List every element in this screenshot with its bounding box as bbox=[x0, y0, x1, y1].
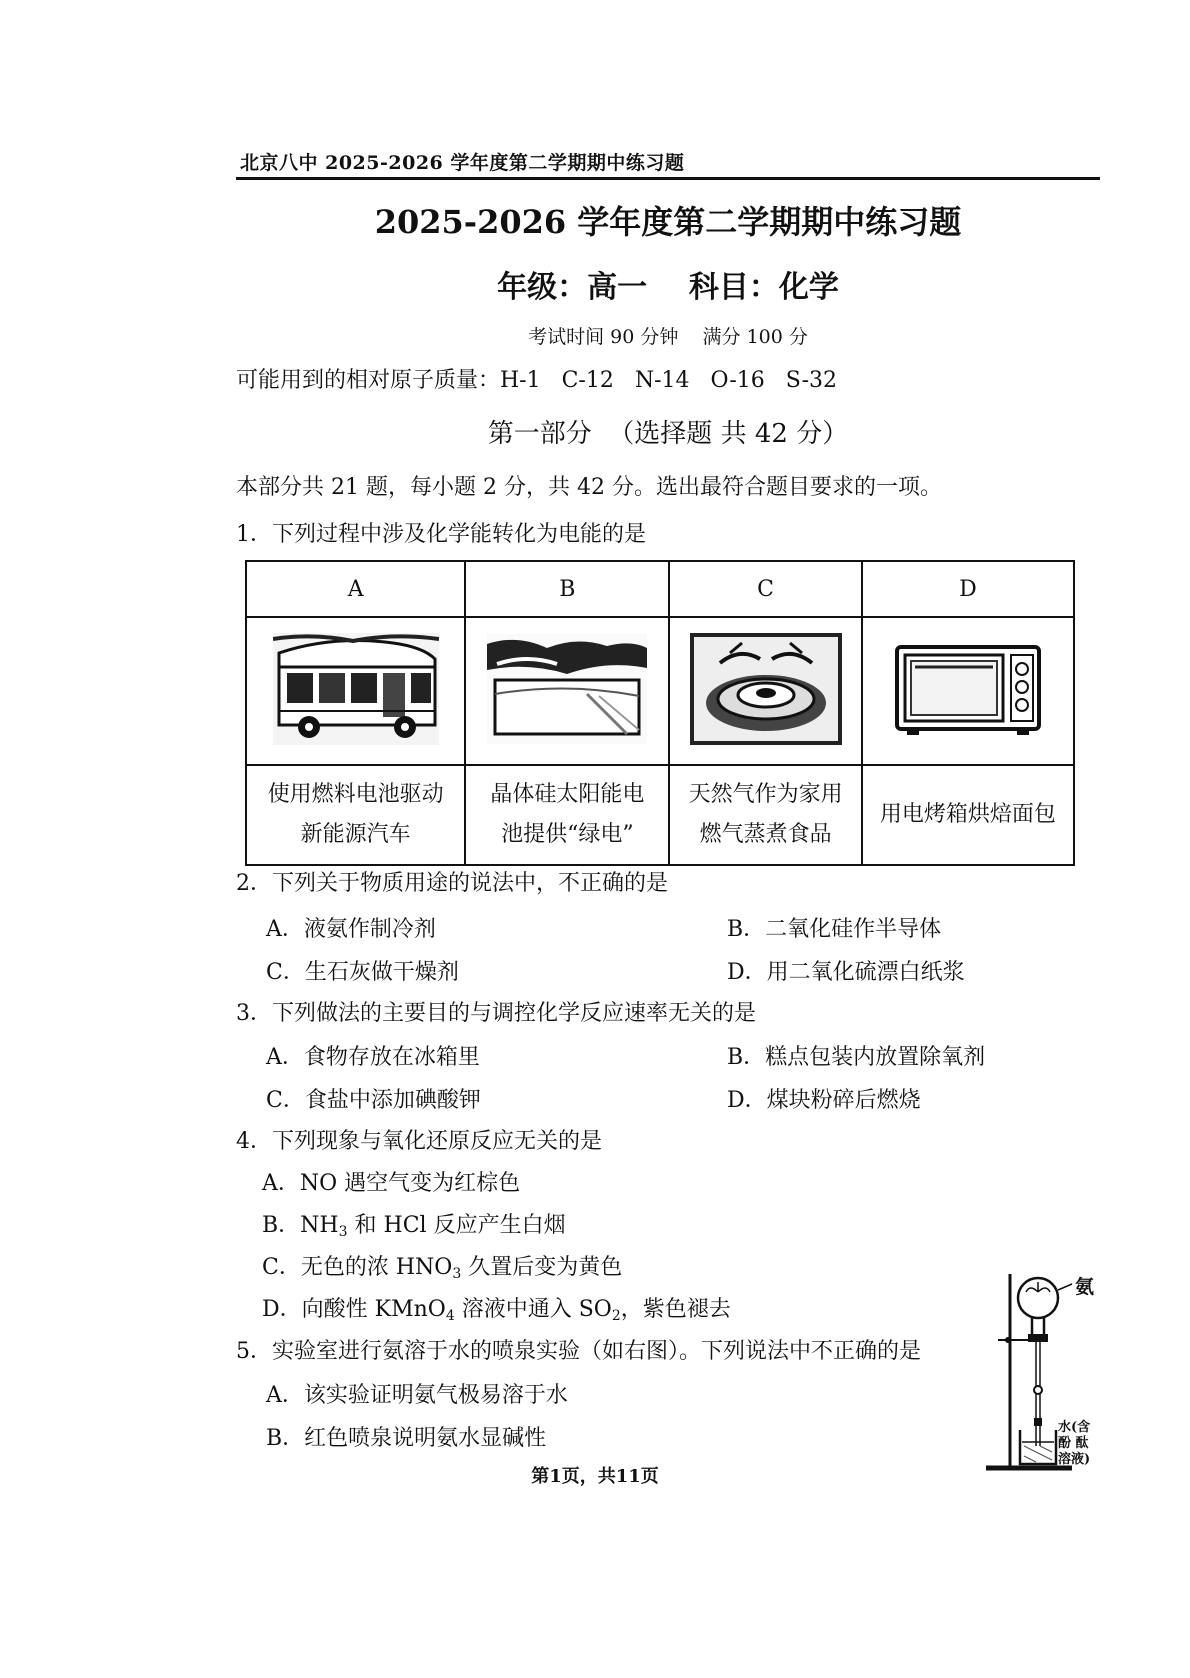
q4-option-c: C．无色的浓 $HNO_3$ 久置后变为黄色 bbox=[262, 1255, 623, 1282]
q1-option-a-letter: A bbox=[246, 561, 465, 617]
bus-icon bbox=[273, 633, 439, 749]
q2-option-d: D．用二氧化硫漂白纸浆 bbox=[727, 960, 965, 985]
figure-label-water: 水(含 酚 酞 溶液) bbox=[1058, 1420, 1091, 1467]
q1-option-a-image bbox=[246, 617, 465, 765]
q2-option-b: B．二氧化硅作半导体 bbox=[727, 917, 942, 942]
q3-option-d: D．煤块粉碎后燃烧 bbox=[727, 1088, 921, 1113]
solar-panel-icon bbox=[487, 634, 647, 748]
q1-option-c-letter: C bbox=[669, 561, 861, 617]
q2-option-a: A．液氨作制冷剂 bbox=[266, 917, 436, 942]
figure-label-ammonia: 氨 bbox=[1075, 1276, 1095, 1298]
section-instructions: 本部分共 21 题，每小题 2 分，共 42 分。选出最符合题目要求的一项。 bbox=[236, 475, 942, 500]
q1-option-d-letter: D bbox=[862, 561, 1074, 617]
grade-subject: 年级：高一 科目：化学 bbox=[497, 270, 839, 305]
q4-stem: 4．下列现象与氧化还原反应无关的是 bbox=[236, 1129, 602, 1154]
q3-option-b: B．糕点包装内放置除氧剂 bbox=[727, 1045, 986, 1070]
header-rule bbox=[236, 177, 1100, 180]
running-head: 北京八中 2025-2026 学年度第二学期期中练习题 bbox=[240, 152, 685, 174]
q5-option-a: A．该实验证明氨气极易溶于水 bbox=[266, 1383, 568, 1408]
q1-option-c-image bbox=[669, 617, 861, 765]
atomic-masses: 可能用到的相对原子质量：H-1 C-12 N-14 O-16 S-32 bbox=[236, 368, 838, 393]
page-title: 2025-2026 学年度第二学期期中练习题 bbox=[374, 203, 962, 241]
q3-stem: 3．下列做法的主要目的与调控化学反应速率无关的是 bbox=[236, 1001, 756, 1026]
q3-option-c: C．食盐中添加碘酸钾 bbox=[266, 1088, 481, 1113]
fountain-apparatus-figure bbox=[980, 1270, 1105, 1475]
q1-stem: 1．下列过程中涉及化学能转化为电能的是 bbox=[236, 522, 646, 547]
q1-option-a-caption: 使用燃料电池驱动 新能源汽车 bbox=[246, 765, 465, 865]
q1-option-c-caption: 天然气作为家用 燃气蒸煮食品 bbox=[669, 765, 861, 865]
q3-option-a: A．食物存放在冰箱里 bbox=[266, 1045, 480, 1070]
q1-option-b-image bbox=[465, 617, 669, 765]
q1-option-b-letter: B bbox=[465, 561, 669, 617]
q5-option-b: B．红色喷泉说明氨水显碱性 bbox=[266, 1426, 547, 1451]
page-number: 第1页，共11页 bbox=[531, 1466, 659, 1487]
q2-option-c: C．生石灰做干燥剂 bbox=[266, 960, 459, 985]
q1-option-d-caption: 用电烤箱烘焙面包 bbox=[862, 765, 1074, 865]
gas-stove-icon bbox=[690, 633, 842, 749]
section-title: 第一部分 （选择题 共 42 分） bbox=[487, 419, 849, 449]
q1-option-b-caption: 晶体硅太阳能电 池提供“绿电” bbox=[465, 765, 669, 865]
q4-option-b: B．$NH_3$ 和 HCl 反应产生白烟 bbox=[262, 1213, 566, 1240]
q1-option-d-image bbox=[862, 617, 1074, 765]
q4-option-d: D．向酸性 KMnO$_4$ 溶液中通入 $SO_2$，紫色褪去 bbox=[262, 1297, 731, 1324]
exam-info: 考试时间 90 分钟 满分 100 分 bbox=[528, 326, 808, 348]
oven-icon bbox=[893, 641, 1043, 741]
q1-options-table bbox=[245, 560, 1075, 866]
q5-stem: 5．实验室进行氨溶于水的喷泉实验（如右图）。下列说法中不正确的是 bbox=[236, 1339, 921, 1364]
q4-option-a: A．NO 遇空气变为红棕色 bbox=[262, 1171, 521, 1196]
q2-stem: 2．下列关于物质用途的说法中，不正确的是 bbox=[236, 871, 668, 896]
